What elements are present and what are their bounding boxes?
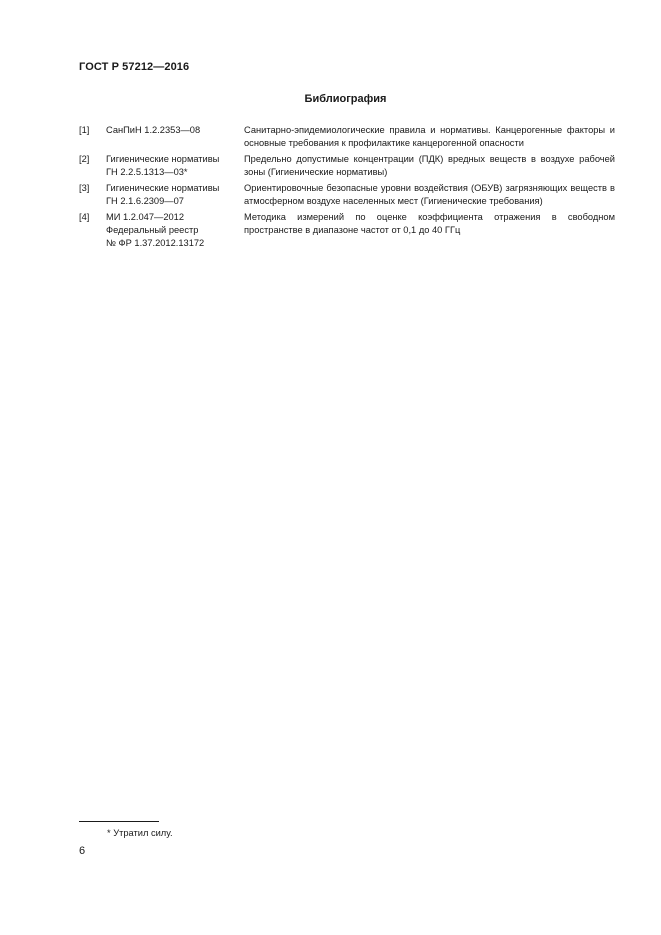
reference-source-line: ГН 2.2.5.1313—03* [106,167,188,178]
reference-source-line: СанПиН 1.2.2353—08 [106,125,201,135]
reference-source-line: Федеральный реестр [106,224,199,235]
reference-description: Методика измерений по оценке коэффициента отражения в свободном пространстве в диапазоне частот от 0,1 до 40 ГГц [244,211,615,235]
reference-number: [1] [79,125,90,135]
reference-item [79,153,615,179]
bibliography-list [79,124,615,253]
reference-source-line: № ФР 1.37.2012.13172 [106,238,205,249]
document-code: ГОСТ Р 57212—2016 [79,61,190,73]
reference-source [106,211,244,251]
reference-description: Предельно допустимые концентрации (ПДК) вредных веществ в воздухе рабочей зоны (Гигиенические нормативы) [244,153,615,178]
reference-item [79,211,615,251]
reference-item [79,182,615,208]
reference-source [106,153,244,179]
reference-number: [3] [79,182,90,193]
reference-description: Ориентировочные безопасные уровни воздействия (ОБУВ) загрязняющих веществ в атмосферном воздухе населенных мест (Гигиенические требования) [244,182,615,207]
reference-number: [2] [79,153,90,164]
reference-item [79,124,615,150]
reference-source [106,182,244,208]
reference-source-line: Гигиенические нормативы [106,153,220,164]
reference-source-line: ГН 2.1.6.2309—07 [106,196,184,207]
page-number: 6 [79,845,86,857]
footnote: * Утратил силу. [107,828,173,838]
reference-source-line: Гигиенические нормативы [106,182,220,193]
section-title: Библиография [304,93,387,105]
reference-source-line: МИ 1.2.047—2012 [106,211,185,222]
reference-description: Санитарно-эпидемиологические правила и нормативы. Канцерогенные факторы и основные требования к профилактике канцерогенной опасности [244,125,615,149]
reference-source [106,124,244,150]
reference-number: [4] [79,211,90,222]
footnote-divider [79,821,159,822]
